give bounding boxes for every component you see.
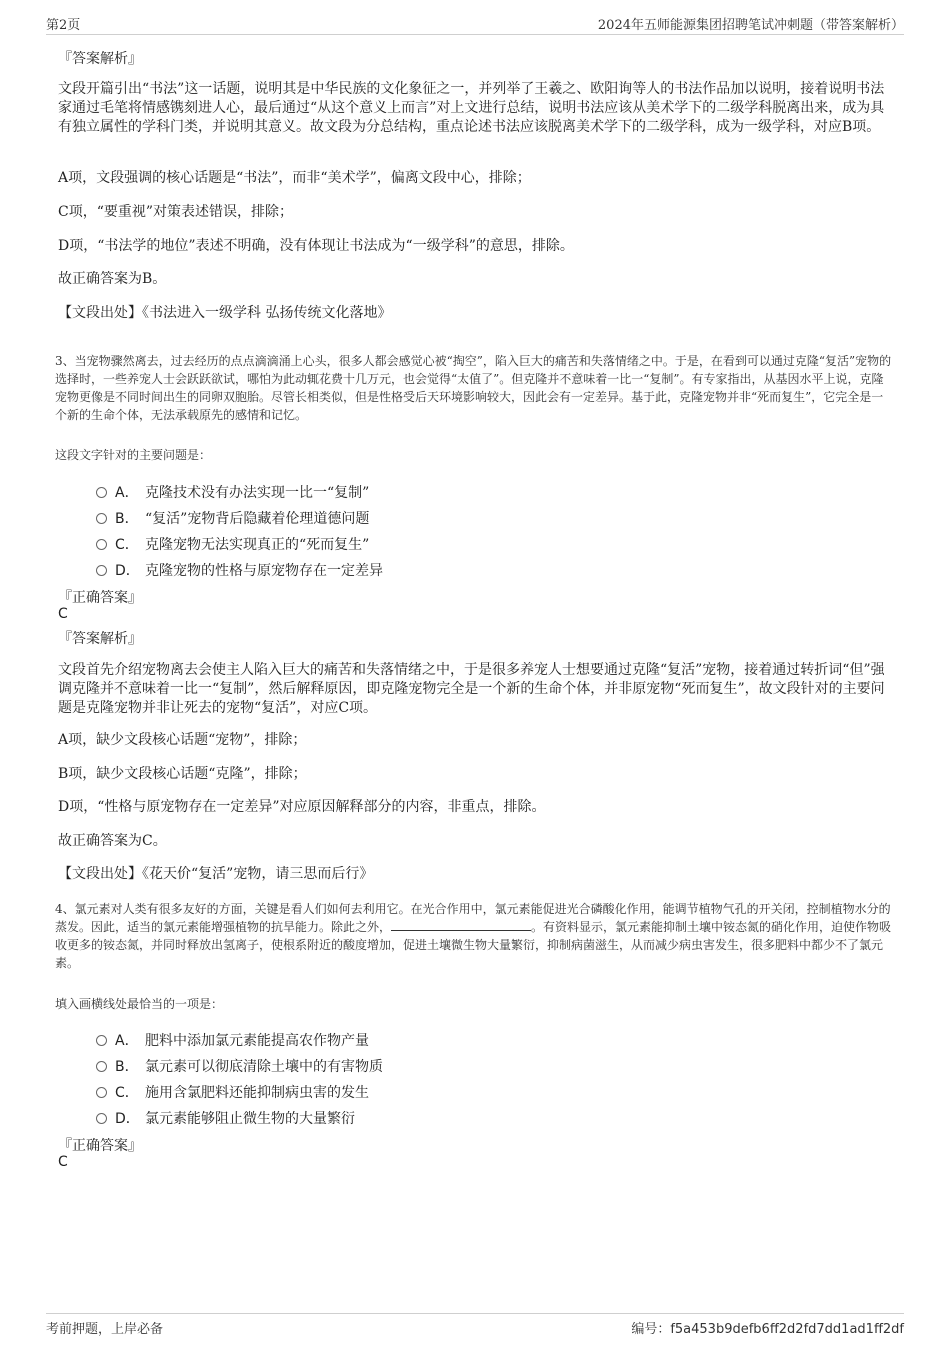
analysis-option-d: D项，“性格与原宠物存在一定差异”对应原因解释部分的内容，非重点，排除。 [58, 799, 546, 815]
document-id: 编号：f5a453b9defb6ff2d2fd7dd1ad1ff2df [631, 1322, 904, 1337]
passage-source: 【文段出处】《花天价“复活”宠物，请三思而后行》 [58, 866, 374, 882]
q3-option-c[interactable]: C． 克隆宠物无法实现真正的“死而复生” [96, 534, 369, 554]
question-3-text: 3、当宠物骤然离去，过去经历的点点滴滴涌上心头，很多人都会感觉心被“掏空”，陷入巨大的痛苦和失落情绪之中。于是，在看到可以通过克隆“复活”宠物的选择时，一些养宠人士会跃跃欲试，哪怕为此动辄花费十几万元，也会觉得“太值了”。但克隆并不意味着一比一“复制”。有专家指出，从基因水平上说，克隆宠物更像是不同时间出生的同卵双胞胎。尽管长相类似，但是性格受后天环境影响较大，因此会有一定差异。基于此，克隆宠物并非“死而复生”，它完全是一个新的生命个体，无法承载原先的感情和记忆。 [55, 354, 892, 422]
question-4-prompt: 填入画横线处最恰当的一项是： [55, 997, 224, 1011]
analysis-label: 『答案解析』 [58, 51, 142, 67]
page-header [46, 14, 904, 35]
radio-icon[interactable] [96, 1035, 107, 1046]
q4-option-c[interactable]: C． 施用含氯肥料还能抑制病虫害的发生 [96, 1082, 369, 1102]
analysis-option-a: A项，缺少文段核心话题“宠物”，排除； [58, 732, 307, 748]
question-3-prompt: 这段文字针对的主要问题是： [55, 448, 212, 462]
radio-icon[interactable] [96, 487, 107, 498]
radio-icon[interactable] [96, 1087, 107, 1098]
page-number: 第2页 [46, 18, 81, 33]
q3-option-a[interactable]: A． 克隆技术没有办法实现一比一“复制” [96, 482, 369, 502]
analysis-conclusion: 故正确答案为B。 [58, 271, 167, 287]
q3-option-d[interactable]: D． 克隆宠物的性格与原宠物存在一定差异 [96, 560, 383, 580]
q4-option-a[interactable]: A． 肥料中添加氯元素能提高农作物产量 [96, 1030, 369, 1050]
radio-icon[interactable] [96, 1061, 107, 1072]
answer-value: C [58, 606, 68, 622]
analysis-label: 『答案解析』 [58, 631, 142, 647]
document-title: 2024年五师能源集团招聘笔试冲刺题（带答案解析） [597, 18, 904, 33]
fill-blank [391, 918, 531, 931]
page-footer [46, 1313, 904, 1336]
analysis-text: 文段首先介绍宠物离去会使主人陷入巨大的痛苦和失落情绪之中，于是很多养宠人士想要通过克隆“复活”宠物，接着通过转折词“但”强调克隆并不意味着一比一“复制”，然后解释原因，即克隆宠物完全是一个新的生命个体，并非原宠物“死而复生”，故文段针对的主要问题是克隆宠物并非让死去的宠物“复活”，对应C项。 [58, 662, 885, 716]
analysis-option-c: C项，“要重视”对策表述错误，排除； [58, 204, 294, 220]
answer-label: 『正确答案』 [58, 590, 142, 606]
q4-option-d[interactable]: D． 氯元素能够阻止微生物的大量繁衍 [96, 1108, 355, 1128]
radio-icon[interactable] [96, 513, 107, 524]
radio-icon[interactable] [96, 1113, 107, 1124]
q4-option-b[interactable]: B． 氯元素可以彻底清除土壤中的有害物质 [96, 1056, 383, 1076]
passage-source: 【文段出处】《书法进入一级学科 弘扬传统文化落地》 [58, 305, 392, 321]
analysis-conclusion: 故正确答案为C。 [58, 833, 167, 849]
q3-option-b[interactable]: B． “复活”宠物背后隐藏着伦理道德问题 [96, 508, 369, 528]
analysis-option-a: A项，文段强调的核心话题是“书法”，而非“美术学”，偏离文段中心，排除； [58, 170, 531, 186]
answer-label: 『正确答案』 [58, 1138, 142, 1154]
question-4-text: 4、氯元素对人类有很多友好的方面，关键是看人们如何去利用它。在光合作用中，氯元素能促进光合磷酸化作用，能调节植物气孔的开关闭，控制植物水分的蒸发。因此，适当的氯元素能增强植物的抗旱能力。除此之外， 。有资料显示，氯元素能抑制土壤中铵态氮的硝化作用，迫使作物吸收更多的铵态氮，并同时释放出氢离子，使根系附近的酸度增加，促进土壤微生物大量繁衍，抑制病菌滋生，从而减少病虫害发生，很多肥料中都少不了氯元素。 [55, 902, 892, 970]
analysis-option-d: D项，“书法学的地位”表述不明确，没有体现让书法成为“一级学科”的意思，排除。 [58, 238, 574, 254]
analysis-text: 文段开篇引出“书法”这一话题，说明其是中华民族的文化象征之一，并列举了王羲之、欧阳询等人的书法作品加以说明，接着说明书法家通过毛笔将情感镌刻进人心，最后通过“从这个意义上而言”对上文进行总结，说明书法应该从美术学下的二级学科脱离出来，成为具有独立属性的学科门类，并说明其意义。故文段为分总结构，重点论述书法应该脱离美术学下的二级学科，成为一级学科，对应B项。 [58, 81, 885, 135]
answer-value: C [58, 1154, 68, 1170]
analysis-option-b: B项，缺少文段核心话题“克隆”，排除； [58, 766, 307, 782]
footer-slogan: 考前押题，上岸必备 [46, 1322, 164, 1337]
radio-icon[interactable] [96, 539, 107, 550]
radio-icon[interactable] [96, 565, 107, 576]
